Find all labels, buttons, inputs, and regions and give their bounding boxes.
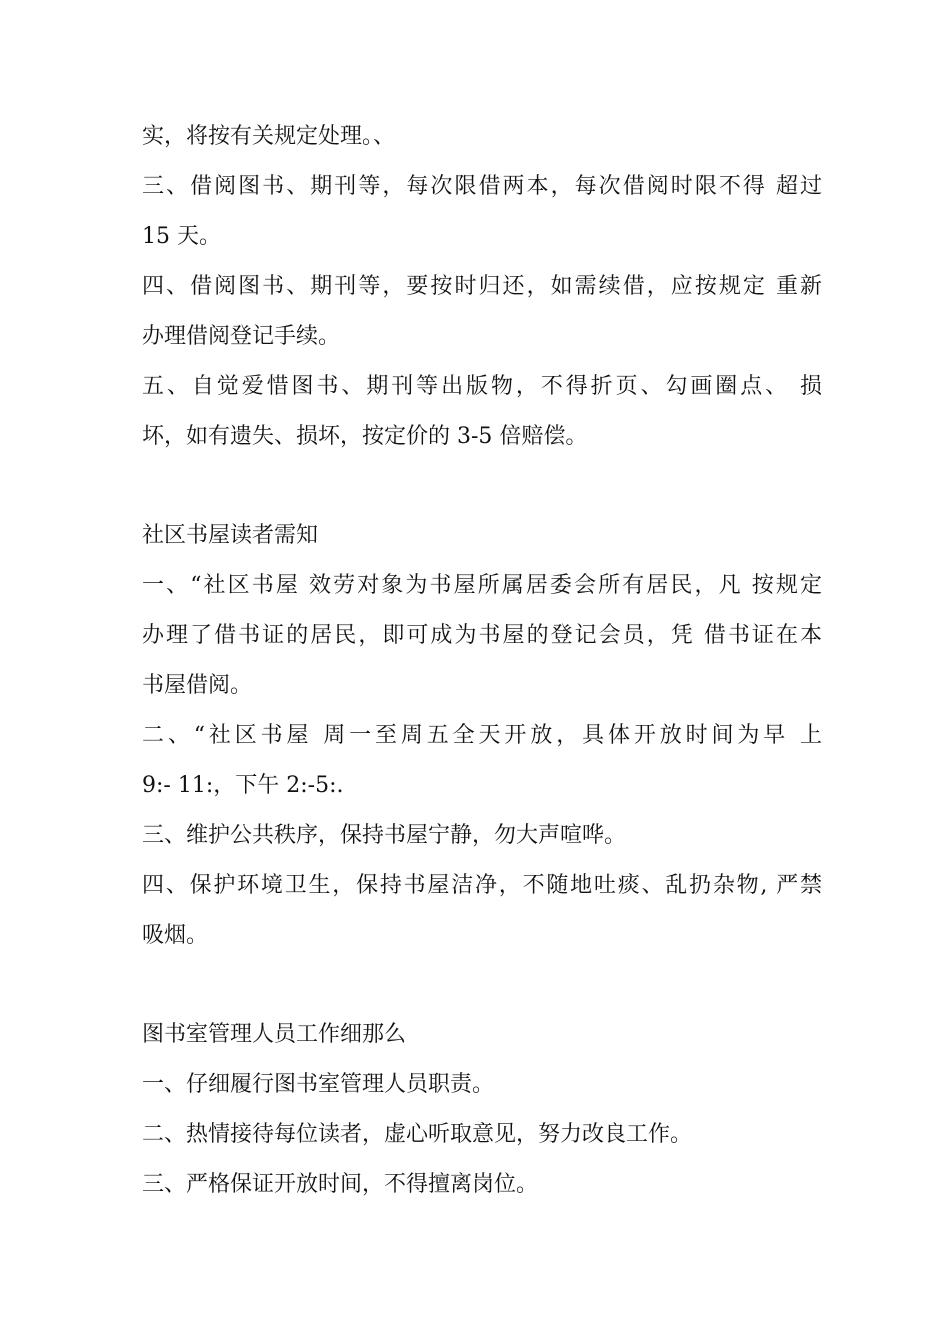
paragraph-line: 15 天。 (142, 224, 221, 249)
section-title: 图书室管理人员工作细那么 (142, 1022, 407, 1047)
paragraph-line: 三、借阅图书、期刊等，每次限借两本，每次借阅时限不得 超过 (142, 174, 822, 199)
document-body (142, 112, 822, 1210)
paragraph-line: 坏，如有遗失、损坏，按定价的 3-5 倍赔偿。 (142, 424, 588, 449)
paragraph-line: 实，将按有关规定处理。、 (142, 124, 396, 149)
paragraph-line: 二、“社区书屋 周一至周五全天开放，具体开放时间为早 上 (142, 723, 822, 748)
section-spacer (142, 961, 822, 1010)
paragraph-line: 一、仔细履行图书室管理人员职责。 (142, 1072, 495, 1097)
paragraph-line: 9:- 11:，下午 2:-5:. (142, 773, 344, 798)
paragraph-line: 二、热情接待每位读者，虚心听取意见，努力改良工作。 (142, 1122, 693, 1147)
section-title: 社区书屋读者需知 (142, 523, 319, 548)
paragraph-line: 四、借阅图书、期刊等，要按时归还，如需续借，应按规定 重新 (142, 274, 822, 299)
paragraph-line: 四、保护环境卫生，保持书屋洁净，不随地吐痰、乱扔杂物, 严禁 (142, 873, 822, 898)
paragraph-line: 办理借阅登记手续。 (142, 324, 341, 349)
paragraph-line: 三、维护公共秩序，保持书屋宁静，勿大声喧哗。 (142, 823, 627, 848)
section-spacer (142, 462, 822, 511)
paragraph-line: 五、自觉爱惜图书、期刊等出版物，不得折页、勾画圈点、 损 (142, 374, 822, 399)
paragraph-line: 办理了借书证的居民，即可成为书屋的登记会员，凭 借书证在本 (142, 623, 822, 648)
paragraph-line: 一、“社区书屋 效劳对象为书屋所属居委会所有居民，凡 按规定 (142, 573, 822, 598)
paragraph-line: 三、严格保证开放时间，不得擅离岗位。 (142, 1172, 539, 1197)
paragraph-line: 吸烟。 (142, 923, 209, 948)
paragraph-line: 书屋借阅。 (142, 673, 253, 698)
